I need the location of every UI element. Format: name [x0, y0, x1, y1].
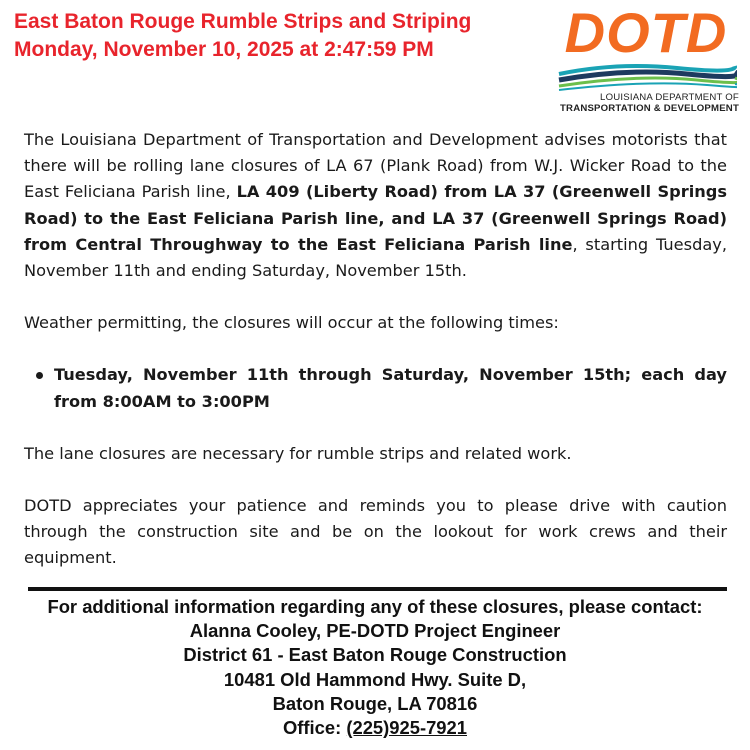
contact-intro: For additional information regarding any of these closures, please contact: [47, 596, 703, 617]
weather-paragraph: Weather permitting, the closures will occur at the following times: [24, 313, 559, 333]
contact-phone-line [0, 716, 750, 740]
logo-subtitle-line-2: TRANSPORTATION & DEVELOPMENT [560, 103, 739, 114]
dotd-logo [553, 1, 739, 114]
contact-block [0, 595, 750, 740]
divider [28, 587, 727, 591]
schedule-list [24, 362, 727, 414]
closure-text-bold: LA 409 (Liberty Road) from LA 37 (Greenwell Springs Road) to the East Feliciana Parish line, and LA 37 (Greenwell Springs Road) from Central Throughway to the East Feliciana Parish line [24, 182, 727, 254]
title-line-1: East Baton Rouge Rumble Strips and Striping [14, 10, 472, 33]
logo-subtitle [553, 92, 739, 114]
appreciation-paragraph: DOTD appreciates your patience and reminds you to please drive with caution through the construction site and be on the lookout for work crews and their equipment. [24, 496, 727, 568]
logo-road-icon [557, 60, 737, 92]
page-title [14, 8, 534, 64]
closure-text-end: , starting Tuesday, November 11th and ending Saturday, November 15th. [24, 234, 727, 281]
phone-link[interactable]: (225)925-7921 [346, 717, 467, 739]
phone-label: Office: [282, 717, 347, 739]
contact-city: Baton Rouge, LA 70816 [272, 692, 478, 714]
logo-wordmark: DOTD [564, 1, 728, 64]
logo-subtitle-line-1: LOUISIANA DEPARTMENT OF [600, 92, 739, 103]
closure-text-start: The Louisiana Department of Transportation and Development advises motorists that there will be rolling lane closures of LA 67 (Plank Road) from W.J. Wicker Road to the East Feliciana Parish line, [24, 130, 727, 202]
closure-paragraph [24, 127, 727, 284]
contact-address: 10481 Old Hammond Hwy. Suite D, [223, 668, 527, 690]
notice-body [24, 127, 727, 572]
purpose-paragraph: The lane closures are necessary for rumble strips and related work. [24, 443, 572, 463]
title-date-line: Monday, November 10, 2025 at 2:47:59 PM [14, 38, 434, 61]
contact-name: Alanna Cooley, PE-DOTD Project Engineer [189, 620, 561, 642]
list-item: Tuesday, November 11th through Saturday, November 15th; each day from 8:00AM to 3:00PM [54, 362, 727, 414]
contact-district: District 61 - East Baton Rouge Construction [183, 644, 567, 666]
